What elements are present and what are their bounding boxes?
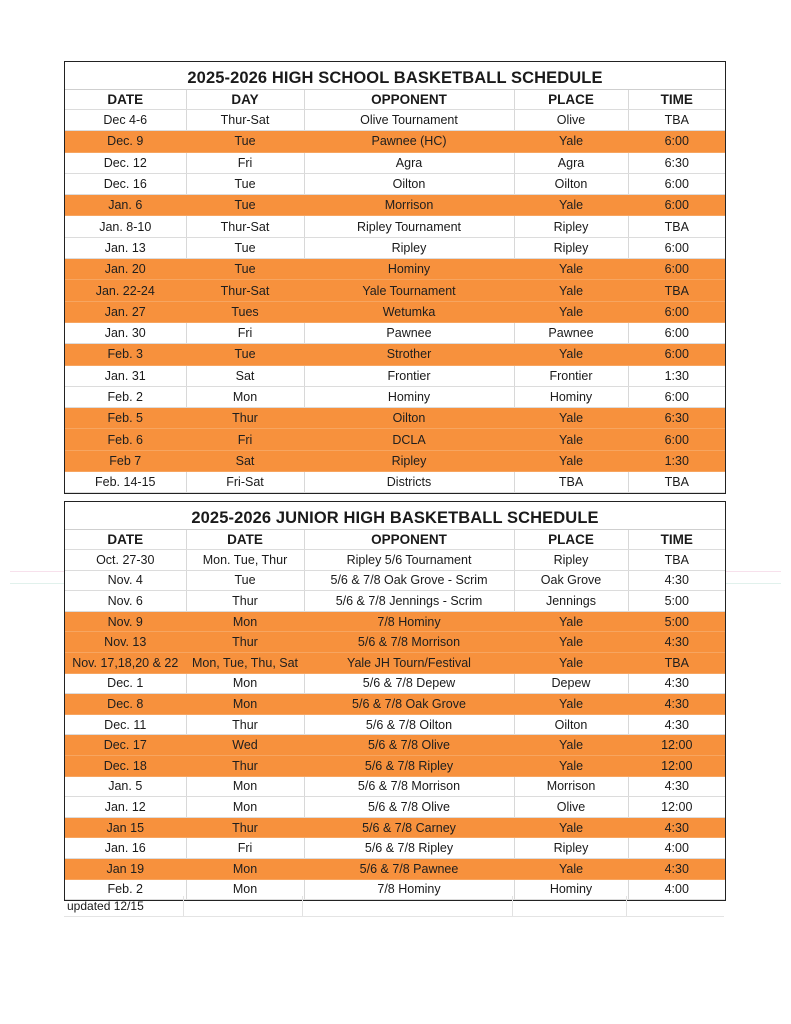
cell-place: Agra	[514, 152, 628, 173]
cell-opponent: Hominy	[304, 259, 514, 280]
cell-time: TBA	[628, 216, 725, 237]
cell-opponent: Districts	[304, 472, 514, 493]
cell-date: Jan 15	[65, 817, 186, 838]
cell-opponent: Frontier	[304, 365, 514, 386]
cell-date: Feb. 14-15	[65, 472, 186, 493]
cell-time: 6:00	[628, 344, 725, 365]
cell-time: 6:00	[628, 301, 725, 322]
schedule-row	[65, 365, 725, 386]
cell-time: TBA	[628, 110, 725, 131]
cell-date: Dec. 1	[65, 673, 186, 694]
cell-time: 1:30	[628, 365, 725, 386]
cell-place: Yale	[514, 817, 628, 838]
cell-day: Thur	[186, 817, 304, 838]
schedule-row	[65, 344, 725, 365]
cell-place: Frontier	[514, 365, 628, 386]
cell-date: Jan. 30	[65, 322, 186, 343]
cell-time: 1:30	[628, 450, 725, 471]
cell-place: Yale	[514, 408, 628, 429]
cell-opponent: Ripley	[304, 237, 514, 258]
schedule-row	[65, 408, 725, 429]
cell-opponent: 5/6 & 7/8 Ripley	[304, 838, 514, 859]
column-header-day: DATE	[186, 530, 304, 550]
cell-day: Fri	[186, 322, 304, 343]
cell-place: Morrison	[514, 776, 628, 797]
cell-time: 6:00	[628, 131, 725, 152]
cell-opponent: Ripley Tournament	[304, 216, 514, 237]
cell-date: Dec. 12	[65, 152, 186, 173]
footer-row	[64, 896, 724, 917]
cell-day: Mon	[186, 776, 304, 797]
cell-place: Oak Grove	[514, 570, 628, 591]
cell-day: Tues	[186, 301, 304, 322]
cell-opponent: 5/6 & 7/8 Oak Grove	[304, 694, 514, 715]
cell-date: Feb 7	[65, 450, 186, 471]
column-header-day: DAY	[186, 90, 304, 110]
schedule-row	[65, 735, 725, 756]
cell-opponent: Pawnee (HC)	[304, 131, 514, 152]
cell-day: Thur	[186, 755, 304, 776]
cell-opponent: 5/6 & 7/8 Morrison	[304, 632, 514, 653]
cell-date: Feb. 2	[65, 386, 186, 407]
cell-day: Thur-Sat	[186, 110, 304, 131]
cell-day: Mon, Tue, Thu, Sat	[186, 652, 304, 673]
cell-time: 6:30	[628, 408, 725, 429]
cell-place: Oilton	[514, 714, 628, 735]
schedule-row	[65, 472, 725, 493]
cell-date: Jan. 27	[65, 301, 186, 322]
cell-opponent: Yale JH Tourn/Festival	[304, 652, 514, 673]
schedule-row	[65, 673, 725, 694]
cell-opponent: Oilton	[304, 173, 514, 194]
cell-day: Fri	[186, 838, 304, 859]
cell-opponent: 5/6 & 7/8 Olive	[304, 797, 514, 818]
cell-date: Jan. 12	[65, 797, 186, 818]
cell-day: Mon	[186, 797, 304, 818]
cell-opponent: Ripley	[304, 450, 514, 471]
cell-day: Fri	[186, 152, 304, 173]
cell-date: Feb. 5	[65, 408, 186, 429]
cell-date: Feb. 3	[65, 344, 186, 365]
schedule-row	[65, 131, 725, 152]
cell-place: Yale	[514, 755, 628, 776]
cell-place: Yale	[514, 344, 628, 365]
cell-day: Mon	[186, 858, 304, 879]
junior-high-title: 2025-2026 JUNIOR HIGH BASKETBALL SCHEDULE	[65, 502, 725, 530]
cell-time: 6:00	[628, 195, 725, 216]
schedule-row	[65, 714, 725, 735]
schedule-row	[65, 591, 725, 612]
cell-date: Jan. 22-24	[65, 280, 186, 301]
cell-time: 6:00	[628, 322, 725, 343]
column-header-place: PLACE	[514, 530, 628, 550]
cell-opponent: 5/6 & 7/8 Jennings - Scrim	[304, 591, 514, 612]
schedule-row	[65, 817, 725, 838]
cell-opponent: Wetumka	[304, 301, 514, 322]
cell-time: 4:30	[628, 570, 725, 591]
cell-day: Tue	[186, 173, 304, 194]
schedule-row	[65, 450, 725, 471]
cell-day: Wed	[186, 735, 304, 756]
cell-time: 6:00	[628, 429, 725, 450]
cell-time: 4:30	[628, 776, 725, 797]
cell-date: Dec. 11	[65, 714, 186, 735]
cell-time: 4:30	[628, 817, 725, 838]
cell-date: Jan. 20	[65, 259, 186, 280]
cell-date: Dec. 17	[65, 735, 186, 756]
updated-note: updated 12/15	[64, 896, 184, 916]
schedule-row	[65, 632, 725, 653]
cell-date: Jan. 31	[65, 365, 186, 386]
column-header-date: DATE	[65, 530, 186, 550]
cell-time: 6:00	[628, 386, 725, 407]
cell-day: Tue	[186, 259, 304, 280]
cell-place: Yale	[514, 694, 628, 715]
cell-day: Thur	[186, 408, 304, 429]
cell-date: Jan. 5	[65, 776, 186, 797]
cell-time: 4:30	[628, 714, 725, 735]
cell-date: Jan. 8-10	[65, 216, 186, 237]
cell-time: 4:30	[628, 858, 725, 879]
cell-place: Yale	[514, 858, 628, 879]
cell-date: Nov. 17,18,20 & 22	[65, 652, 186, 673]
cell-day: Thur	[186, 714, 304, 735]
footer-cell	[513, 896, 627, 916]
header-row	[65, 90, 725, 110]
cell-opponent: 5/6 & 7/8 Olive	[304, 735, 514, 756]
schedule-row	[65, 195, 725, 216]
column-header-opponent: OPPONENT	[304, 530, 514, 550]
cell-place: Yale	[514, 450, 628, 471]
schedule-row	[65, 776, 725, 797]
cell-place: Yale	[514, 259, 628, 280]
column-header-date: DATE	[65, 90, 186, 110]
cell-day: Sat	[186, 450, 304, 471]
cell-date: Nov. 13	[65, 632, 186, 653]
cell-day: Fri-Sat	[186, 472, 304, 493]
schedule-row	[65, 110, 725, 131]
cell-date: Dec 4-6	[65, 110, 186, 131]
footer-cell	[627, 896, 724, 916]
cell-opponent: Yale Tournament	[304, 280, 514, 301]
cell-time: 6:30	[628, 152, 725, 173]
cell-time: 6:00	[628, 173, 725, 194]
cell-place: Yale	[514, 301, 628, 322]
cell-time: 12:00	[628, 755, 725, 776]
cell-place: Olive	[514, 797, 628, 818]
cell-day: Mon	[186, 386, 304, 407]
cell-opponent: Agra	[304, 152, 514, 173]
cell-date: Jan 19	[65, 858, 186, 879]
schedule-row	[65, 611, 725, 632]
cell-day: Tue	[186, 195, 304, 216]
cell-opponent: Olive Tournament	[304, 110, 514, 131]
cell-opponent: Morrison	[304, 195, 514, 216]
cell-opponent: DCLA	[304, 429, 514, 450]
cell-date: Oct. 27-30	[65, 550, 186, 571]
header-row	[65, 530, 725, 550]
schedule-row	[65, 429, 725, 450]
cell-day: Thur	[186, 632, 304, 653]
cell-place: Ripley	[514, 550, 628, 571]
cell-time: TBA	[628, 550, 725, 571]
cell-place: Depew	[514, 673, 628, 694]
footer-cell	[303, 896, 513, 916]
cell-date: Dec. 8	[65, 694, 186, 715]
column-header-place: PLACE	[514, 90, 628, 110]
cell-date: Nov. 9	[65, 611, 186, 632]
schedule-row	[65, 838, 725, 859]
cell-place: Hominy	[514, 386, 628, 407]
cell-place: Ripley	[514, 216, 628, 237]
cell-place: Yale	[514, 735, 628, 756]
cell-opponent: 5/6 & 7/8 Oilton	[304, 714, 514, 735]
cell-opponent: 7/8 Hominy	[304, 611, 514, 632]
cell-date: Dec. 18	[65, 755, 186, 776]
cell-time: TBA	[628, 652, 725, 673]
cell-date: Feb. 6	[65, 429, 186, 450]
junior-high-schedule	[64, 501, 726, 901]
cell-place: TBA	[514, 472, 628, 493]
cell-date: Jan. 6	[65, 195, 186, 216]
cell-time: 4:30	[628, 632, 725, 653]
cell-place: Yale	[514, 280, 628, 301]
cell-place: Yale	[514, 131, 628, 152]
cell-day: Mon. Tue, Thur	[186, 550, 304, 571]
cell-place: Yale	[514, 429, 628, 450]
cell-day: Tue	[186, 237, 304, 258]
cell-day: Tue	[186, 344, 304, 365]
cell-date: Dec. 9	[65, 131, 186, 152]
cell-place: Ripley	[514, 237, 628, 258]
schedule-row	[65, 322, 725, 343]
cell-opponent: Strother	[304, 344, 514, 365]
column-header-opponent: OPPONENT	[304, 90, 514, 110]
cell-place: Yale	[514, 611, 628, 632]
schedule-row	[65, 550, 725, 571]
cell-date: Nov. 4	[65, 570, 186, 591]
schedule-row	[65, 858, 725, 879]
cell-place: Hominy	[514, 879, 628, 900]
cell-date: Nov. 6	[65, 591, 186, 612]
cell-place: Yale	[514, 652, 628, 673]
schedule-row	[65, 237, 725, 258]
cell-date: Jan. 16	[65, 838, 186, 859]
cell-opponent: 5/6 & 7/8 Morrison	[304, 776, 514, 797]
cell-place: Olive	[514, 110, 628, 131]
cell-day: Tue	[186, 131, 304, 152]
cell-opponent: 5/6 & 7/8 Ripley	[304, 755, 514, 776]
cell-day: Mon	[186, 673, 304, 694]
schedule-row	[65, 694, 725, 715]
cell-date: Dec. 16	[65, 173, 186, 194]
schedule-row	[65, 652, 725, 673]
cell-date: Jan. 13	[65, 237, 186, 258]
cell-opponent: Pawnee	[304, 322, 514, 343]
schedule-row	[65, 280, 725, 301]
cell-day: Mon	[186, 611, 304, 632]
column-header-time: TIME	[628, 90, 725, 110]
cell-place: Yale	[514, 632, 628, 653]
schedule-row	[65, 386, 725, 407]
cell-time: 4:30	[628, 694, 725, 715]
cell-day: Mon	[186, 879, 304, 900]
cell-time: 12:00	[628, 797, 725, 818]
cell-place: Yale	[514, 195, 628, 216]
cell-day: Fri	[186, 429, 304, 450]
cell-time: 12:00	[628, 735, 725, 756]
cell-day: Thur	[186, 591, 304, 612]
cell-place: Oilton	[514, 173, 628, 194]
cell-time: 5:00	[628, 611, 725, 632]
schedule-row	[65, 797, 725, 818]
cell-day: Sat	[186, 365, 304, 386]
column-header-time: TIME	[628, 530, 725, 550]
cell-date: Feb. 2	[65, 879, 186, 900]
schedule-row	[65, 152, 725, 173]
cell-opponent: 7/8 Hominy	[304, 879, 514, 900]
schedule-row	[65, 216, 725, 237]
cell-time: TBA	[628, 472, 725, 493]
cell-time: 4:00	[628, 879, 725, 900]
cell-day: Thur-Sat	[186, 280, 304, 301]
cell-time: 5:00	[628, 591, 725, 612]
cell-opponent: Ripley 5/6 Tournament	[304, 550, 514, 571]
cell-time: TBA	[628, 280, 725, 301]
high-school-title: 2025-2026 HIGH SCHOOL BASKETBALL SCHEDULE	[65, 62, 725, 90]
schedule-row	[65, 301, 725, 322]
cell-time: 6:00	[628, 237, 725, 258]
cell-opponent: 5/6 & 7/8 Pawnee	[304, 858, 514, 879]
cell-time: 4:30	[628, 673, 725, 694]
schedule-row	[65, 755, 725, 776]
cell-time: 6:00	[628, 259, 725, 280]
cell-opponent: Oilton	[304, 408, 514, 429]
cell-place: Jennings	[514, 591, 628, 612]
cell-day: Mon	[186, 694, 304, 715]
cell-place: Pawnee	[514, 322, 628, 343]
schedule-row	[65, 259, 725, 280]
cell-opponent: Hominy	[304, 386, 514, 407]
cell-opponent: 5/6 & 7/8 Depew	[304, 673, 514, 694]
high-school-schedule	[64, 61, 726, 494]
cell-time: 4:00	[628, 838, 725, 859]
schedule-row	[65, 570, 725, 591]
junior-high-table	[65, 530, 725, 900]
high-school-table	[65, 90, 725, 493]
cell-day: Thur-Sat	[186, 216, 304, 237]
cell-day: Tue	[186, 570, 304, 591]
cell-opponent: 5/6 & 7/8 Carney	[304, 817, 514, 838]
cell-opponent: 5/6 & 7/8 Oak Grove - Scrim	[304, 570, 514, 591]
schedule-row	[65, 173, 725, 194]
cell-place: Ripley	[514, 838, 628, 859]
footer-cell	[184, 896, 302, 916]
